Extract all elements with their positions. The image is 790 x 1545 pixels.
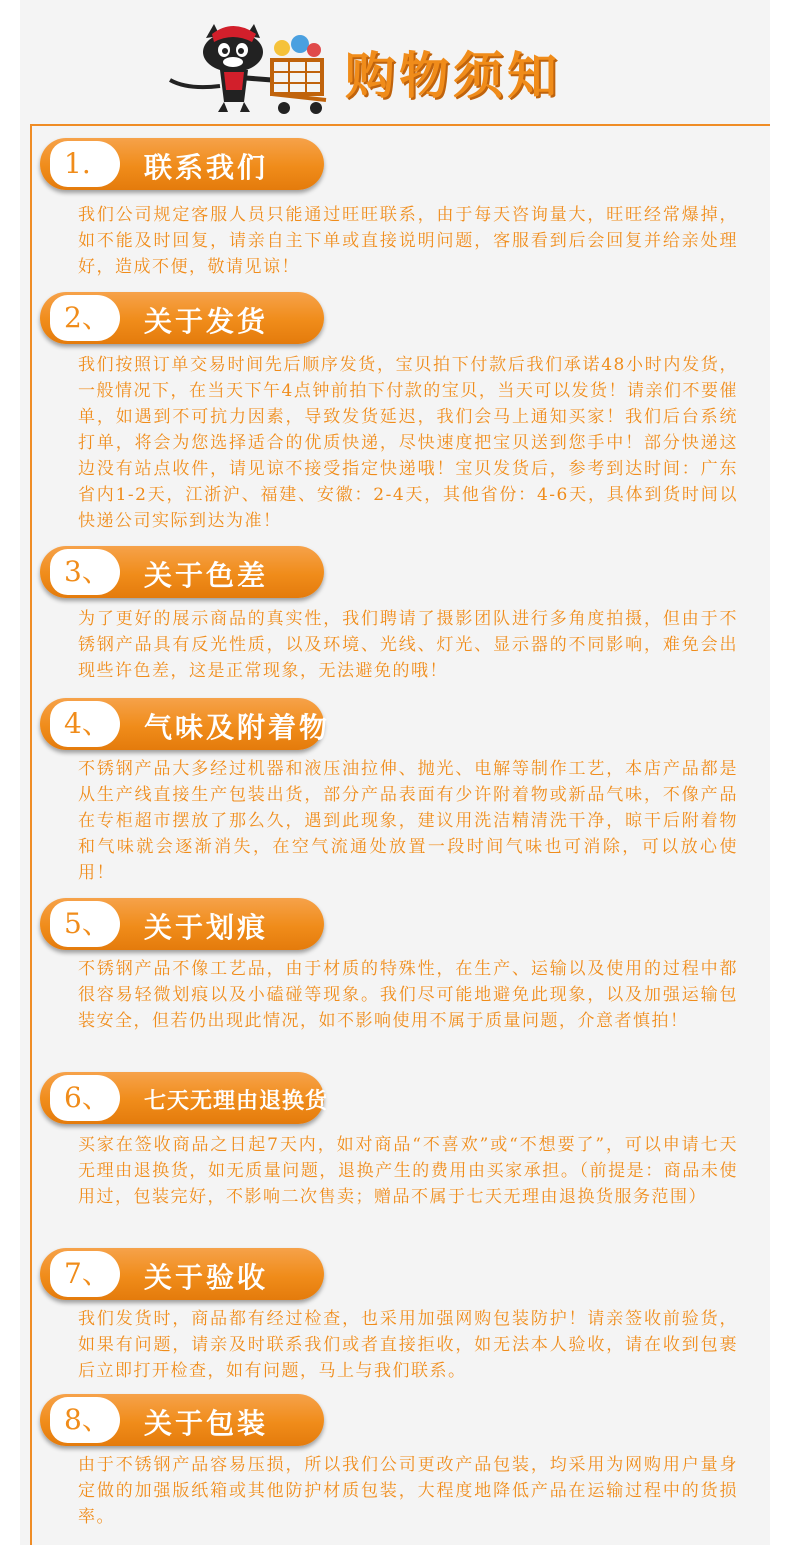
header bbox=[20, 0, 770, 120]
cat-mascot-icon bbox=[168, 20, 338, 120]
section-header bbox=[40, 898, 324, 950]
section-title: 关于包装 bbox=[144, 1407, 269, 1440]
section-body: 买家在签收商品之日起7天内，如对商品“不喜欢”或“不想要了”，可以申请七天无理由退换货，如无质量问题，退换产生的费用由买家承担。（前提是：商品未使用过，包装完好，不影响二次售卖；赠品不属于七天无理由退换货服务范围） bbox=[78, 1135, 738, 1207]
section-body: 我们发货时，商品都有经过检查，也采用加强网购包装防护！请亲签收前验货，如果有问题，请亲及时联系我们或者直接拒收，如无法本人验收，请在收到包裹后立即打开检查，如有问题，马上与我们联系。 bbox=[78, 1309, 738, 1381]
page bbox=[20, 0, 770, 1545]
section-body: 不锈钢产品大多经过机器和液压油拉伸、抛光、电解等制作工艺，本店产品都是从生产线直接生产包装出货，部分产品表面有少许附着物或新品气味，不像产品在专柜超市摆放了那么久，遇到此现象，建议用洗洁精清洗干净，晾干后附着物和气味就会逐渐消失，在空气流通处放置一段时间气味也可消除，可以放心使用！ bbox=[78, 759, 738, 883]
section-number: 4、 bbox=[50, 701, 120, 747]
section-body: 我们按照订单交易时间先后顺序发货，宝贝拍下付款后我们承诺48小时内发货，一般情况下，在当天下午4点钟前拍下付款的宝贝，当天可以发货！请亲们不要催单，如遇到不可抗力因素，导致发货延迟，我们会马上通知买家！我们后台系统打单，将会为您选择适合的优质快递，尽快速度把宝贝送到您手中！部分快递这边没有站点收件，请见谅不接受指定快递哦！宝贝发货后，参考到达时间：广东省内1-2天，江浙沪、福建、安徽：2-4天，其他省份：4-6天，具体到货时间以快递公司实际到达为准！ bbox=[78, 355, 738, 531]
section-body: 我们公司规定客服人员只能通过旺旺联系，由于每天咨询量大，旺旺经常爆掉，如不能及时回复，请亲自主下单或直接说明问题，客服看到后会回复并给亲处理好，造成不便，敬请见谅！ bbox=[78, 205, 738, 277]
section-number: 6、 bbox=[50, 1075, 120, 1121]
section-header bbox=[40, 546, 324, 598]
notice-panel bbox=[30, 124, 770, 1545]
section-header bbox=[40, 1394, 324, 1446]
section-body: 不锈钢产品不像工艺品，由于材质的特殊性，在生产、运输以及使用的过程中都很容易轻微划痕以及小磕碰等现象。我们尽可能地避免此现象，以及加强运输包装安全，但若仍出现此情况，如不影响使用不属于质量问题，介意者慎拍！ bbox=[78, 959, 738, 1031]
section-header bbox=[40, 1072, 329, 1124]
section-header bbox=[40, 138, 324, 190]
page-title: 购物须知 bbox=[345, 46, 561, 105]
section-header bbox=[40, 1248, 324, 1300]
section-number: 5、 bbox=[50, 901, 120, 947]
section-title: 联系我们 bbox=[144, 151, 269, 184]
section-title: 气味及附着物 bbox=[144, 711, 331, 744]
section-number: 3、 bbox=[50, 549, 120, 595]
section-title: 关于验收 bbox=[144, 1261, 269, 1294]
section-title: 七天无理由退换货 bbox=[144, 1088, 329, 1114]
section-title: 关于划痕 bbox=[144, 911, 269, 944]
section-body: 为了更好的展示商品的真实性，我们聘请了摄影团队进行多角度拍摄，但由于不锈钢产品具有反光性质，以及环境、光线、灯光、显示器的不同影响，难免会出现些许色差，这是正常现象，无法避免的哦！ bbox=[78, 609, 738, 681]
section-number: 7、 bbox=[50, 1251, 120, 1297]
section-title: 关于发货 bbox=[144, 305, 269, 338]
section-number: 8、 bbox=[50, 1397, 120, 1443]
section-header bbox=[40, 698, 331, 750]
section-header bbox=[40, 292, 324, 344]
section-number: 2、 bbox=[50, 295, 120, 341]
shopping-cart-icon bbox=[272, 35, 326, 114]
section-number: 1. bbox=[50, 141, 120, 187]
section-body: 由于不锈钢产品容易压损，所以我们公司更改产品包装，均采用为网购用户量身定做的加强版纸箱或其他防护材质包装，大程度地降低产品在运输过程中的货损率。 bbox=[78, 1455, 738, 1527]
section-title: 关于色差 bbox=[144, 559, 269, 592]
